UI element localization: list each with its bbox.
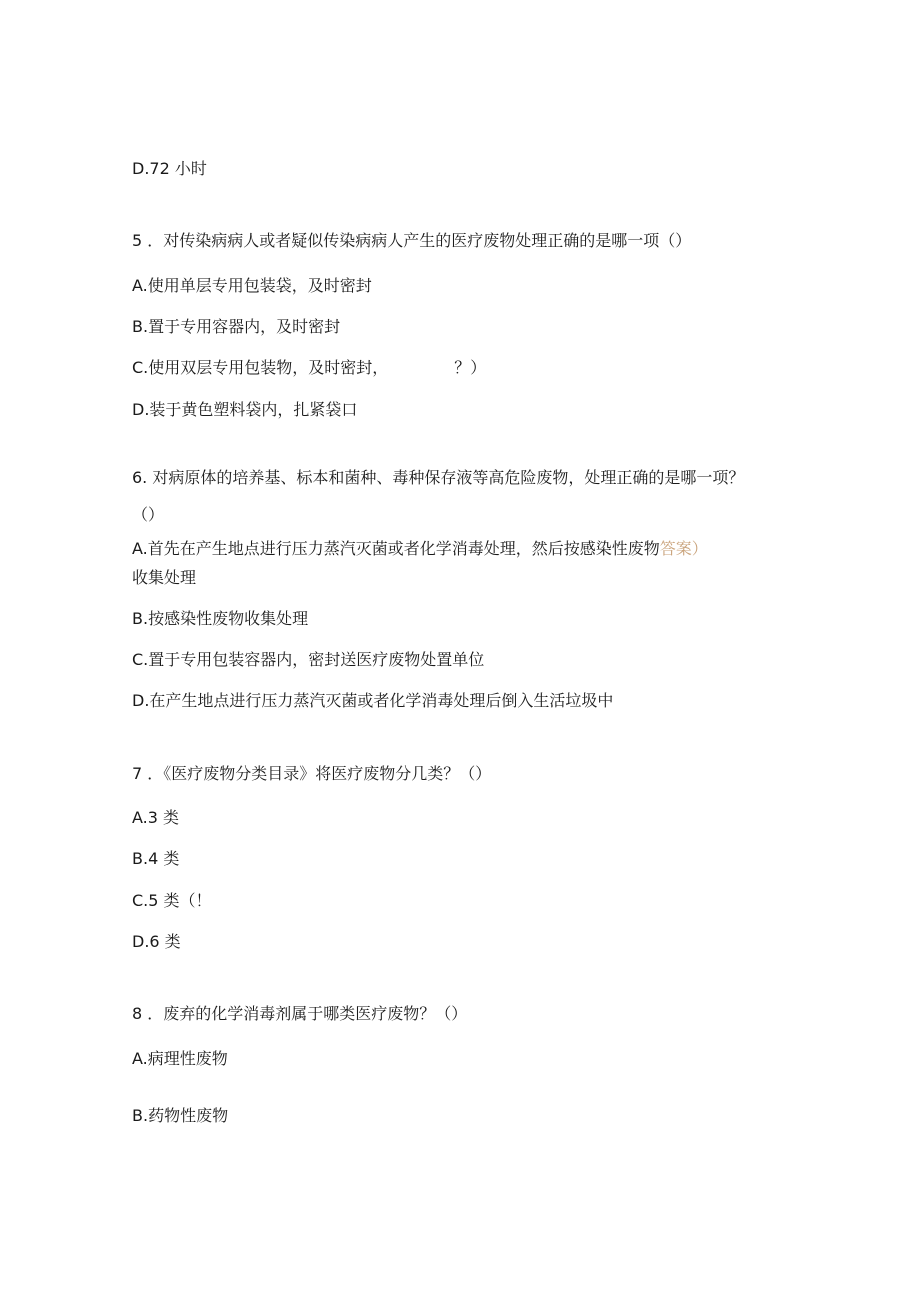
q6-option-c: C.置于专用包装容器内，密封送医疗废物处置单位	[132, 650, 485, 669]
q8-option-b: B.药物性废物	[132, 1106, 229, 1125]
q8-stem: 8 ．废弃的化学消毒剂属于哪类医疗废物？（）	[132, 1004, 468, 1023]
q6-option-d: D.在产生地点进行压力蒸汽灭菌或者化学消毒处理后倒入生活垃圾中	[132, 691, 614, 710]
q7-option-c: C.5 类（！	[132, 891, 212, 910]
q5-option-c: C.使用双层专用包装物，及时密封，	[132, 358, 389, 377]
q6-option-b: B.按感染性废物收集处理	[132, 609, 309, 628]
q6-option-a-line2: 收集处理	[132, 568, 197, 587]
q6-option-a-hint: 答案）	[659, 539, 708, 558]
q6-option-a-line1	[132, 539, 708, 559]
q8-option-a: A.病理性废物	[132, 1049, 228, 1068]
q5-option-b: B.置于专用容器内，及时密封	[132, 317, 341, 336]
q5-option-d: D.装于黄色塑料袋内，扎紧袋口	[132, 400, 358, 419]
q5-option-c-line	[132, 358, 486, 378]
q7-option-b: B.4 类	[132, 849, 180, 868]
q6-option-a-text: A.首先在产生地点进行压力蒸汽灭菌或者化学消毒处理，然后按感染性废物	[132, 539, 660, 558]
q4-option-d: D.72 小时	[132, 159, 207, 178]
q5-option-c-mark: ？）	[454, 358, 487, 377]
q6-stem-line2: （）	[132, 505, 165, 524]
q7-option-a: A.3 类	[132, 808, 180, 827]
q7-stem: 7 ．《医疗废物分类目录》将医疗废物分几类？（）	[132, 764, 492, 783]
q6-stem-line1: 6. 对病原体的培养基、标本和菌种、毒种保存液等高危险废物，处理正确的是哪一项？	[132, 468, 745, 487]
q5-option-a: A.使用单层专用包装袋，及时密封	[132, 276, 372, 295]
q5-stem: 5 ．对传染病病人或者疑似传染病病人产生的医疗废物处理正确的是哪一项（）	[132, 231, 692, 250]
q7-option-d: D.6 类	[132, 932, 181, 951]
